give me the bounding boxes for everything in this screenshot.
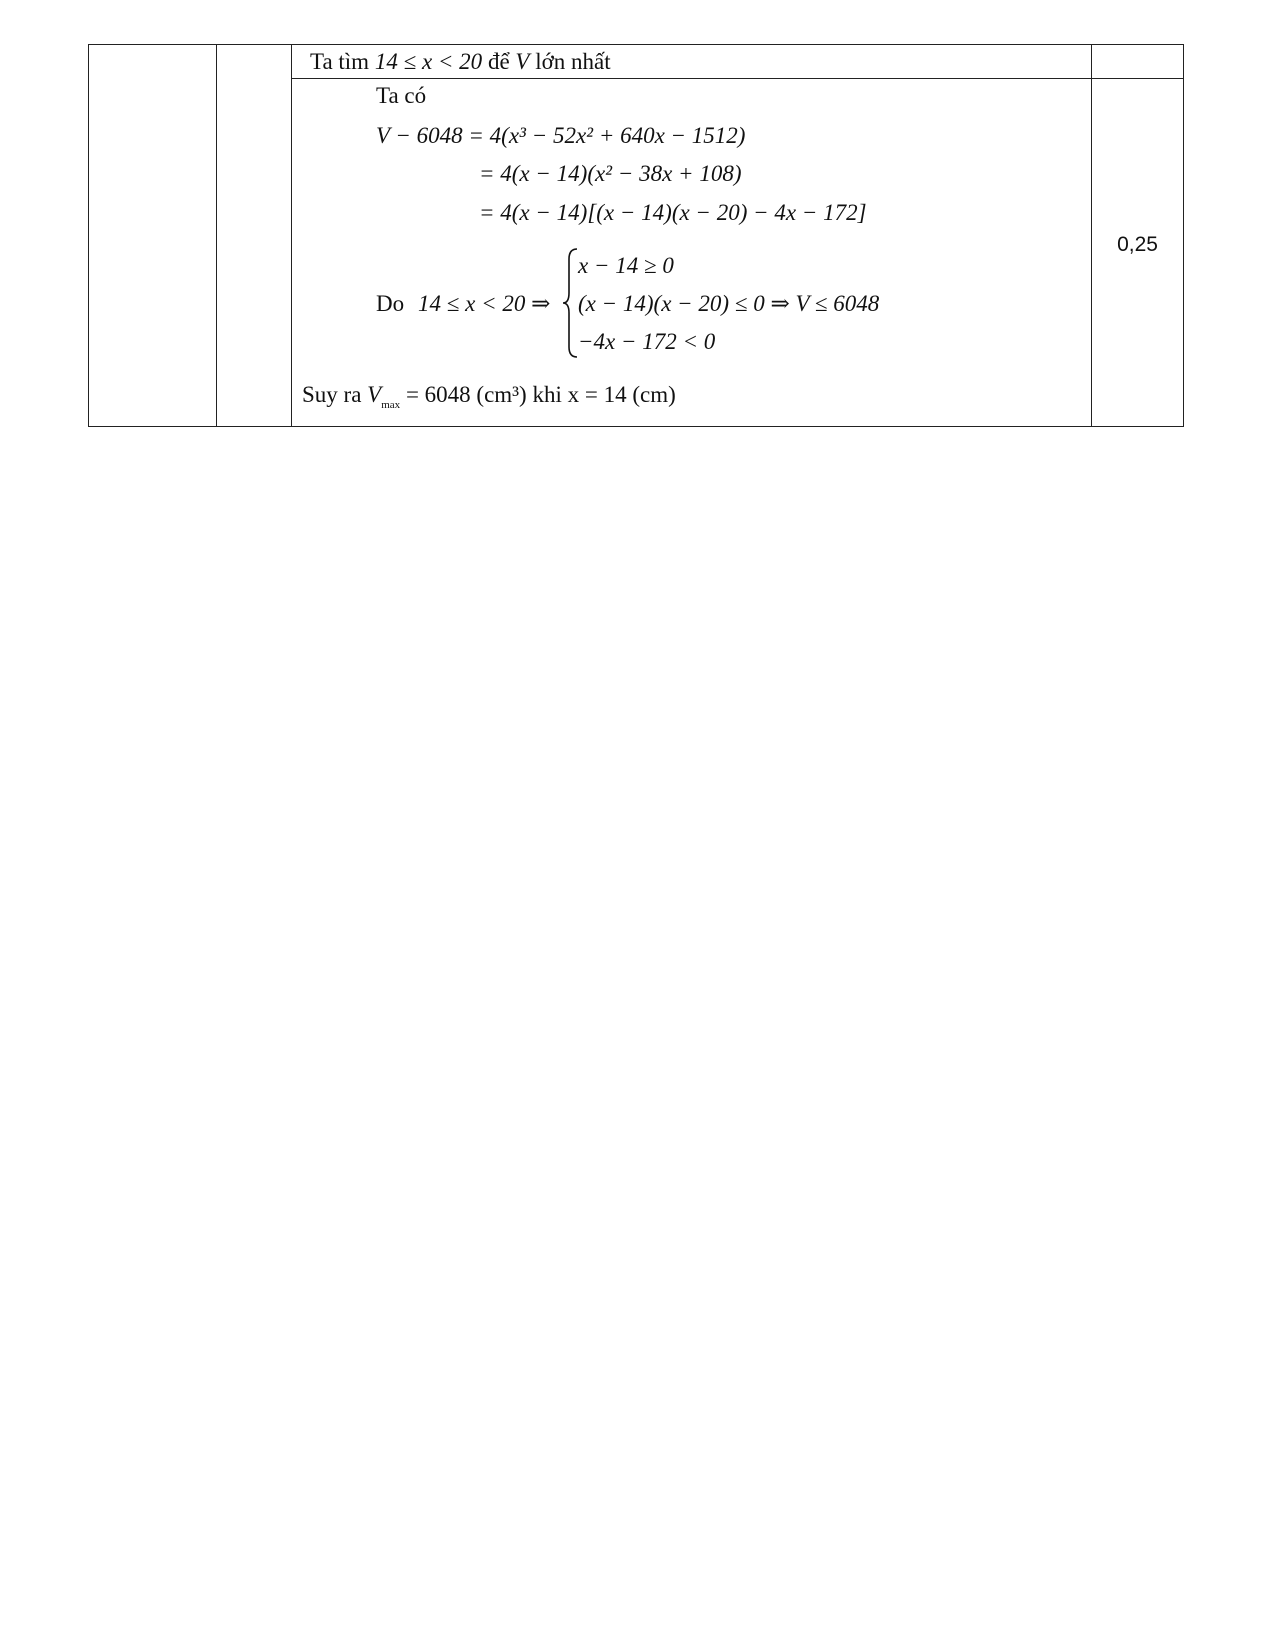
question-cell <box>89 45 217 427</box>
row1-text <box>292 45 1091 78</box>
intro-text: Ta có <box>376 83 427 108</box>
row1-suffix: lớn nhất <box>529 49 611 74</box>
do-prefix: Do <box>376 291 405 316</box>
score-cell <box>1092 79 1184 427</box>
do-condition: 14 ≤ x < 20 ⇒ <box>418 291 551 316</box>
part-cell <box>217 45 292 427</box>
content-cell <box>292 79 1092 427</box>
row1-mid: để <box>482 49 516 74</box>
content-cell <box>292 45 1092 79</box>
score-value: 0,25 <box>1117 233 1158 256</box>
conclusion-sub: max <box>381 399 401 411</box>
conclusion-rest: = 6048 (cm³) khi x = 14 (cm) <box>405 382 676 407</box>
solution-table <box>88 44 1184 427</box>
row1-math: 14 ≤ x < 20 <box>374 49 483 74</box>
conclusion-prefix: Suy ra <box>302 382 362 407</box>
conclusion-line <box>302 382 676 411</box>
table-row <box>89 45 1184 79</box>
system-line-3: −4x − 172 < 0 <box>578 329 716 354</box>
equation-line-3: = 4(x − 14)[(x − 14)(x − 20) − 4x − 172] <box>479 200 867 225</box>
equation-line-1: V − 6048 = 4(x³ − 52x² + 640x − 1512) <box>376 123 746 148</box>
system-line-1: x − 14 ≥ 0 <box>578 253 674 278</box>
system-line-2: (x − 14)(x − 20) ≤ 0 ⇒ V ≤ 6048 <box>578 291 880 316</box>
row1-var: V <box>515 49 530 74</box>
score-cell-empty <box>1092 45 1184 79</box>
conclusion-var: V <box>367 382 382 407</box>
equation-line-2: = 4(x − 14)(x² − 38x + 108) <box>479 161 742 186</box>
row1-prefix: Ta tìm <box>310 49 375 74</box>
